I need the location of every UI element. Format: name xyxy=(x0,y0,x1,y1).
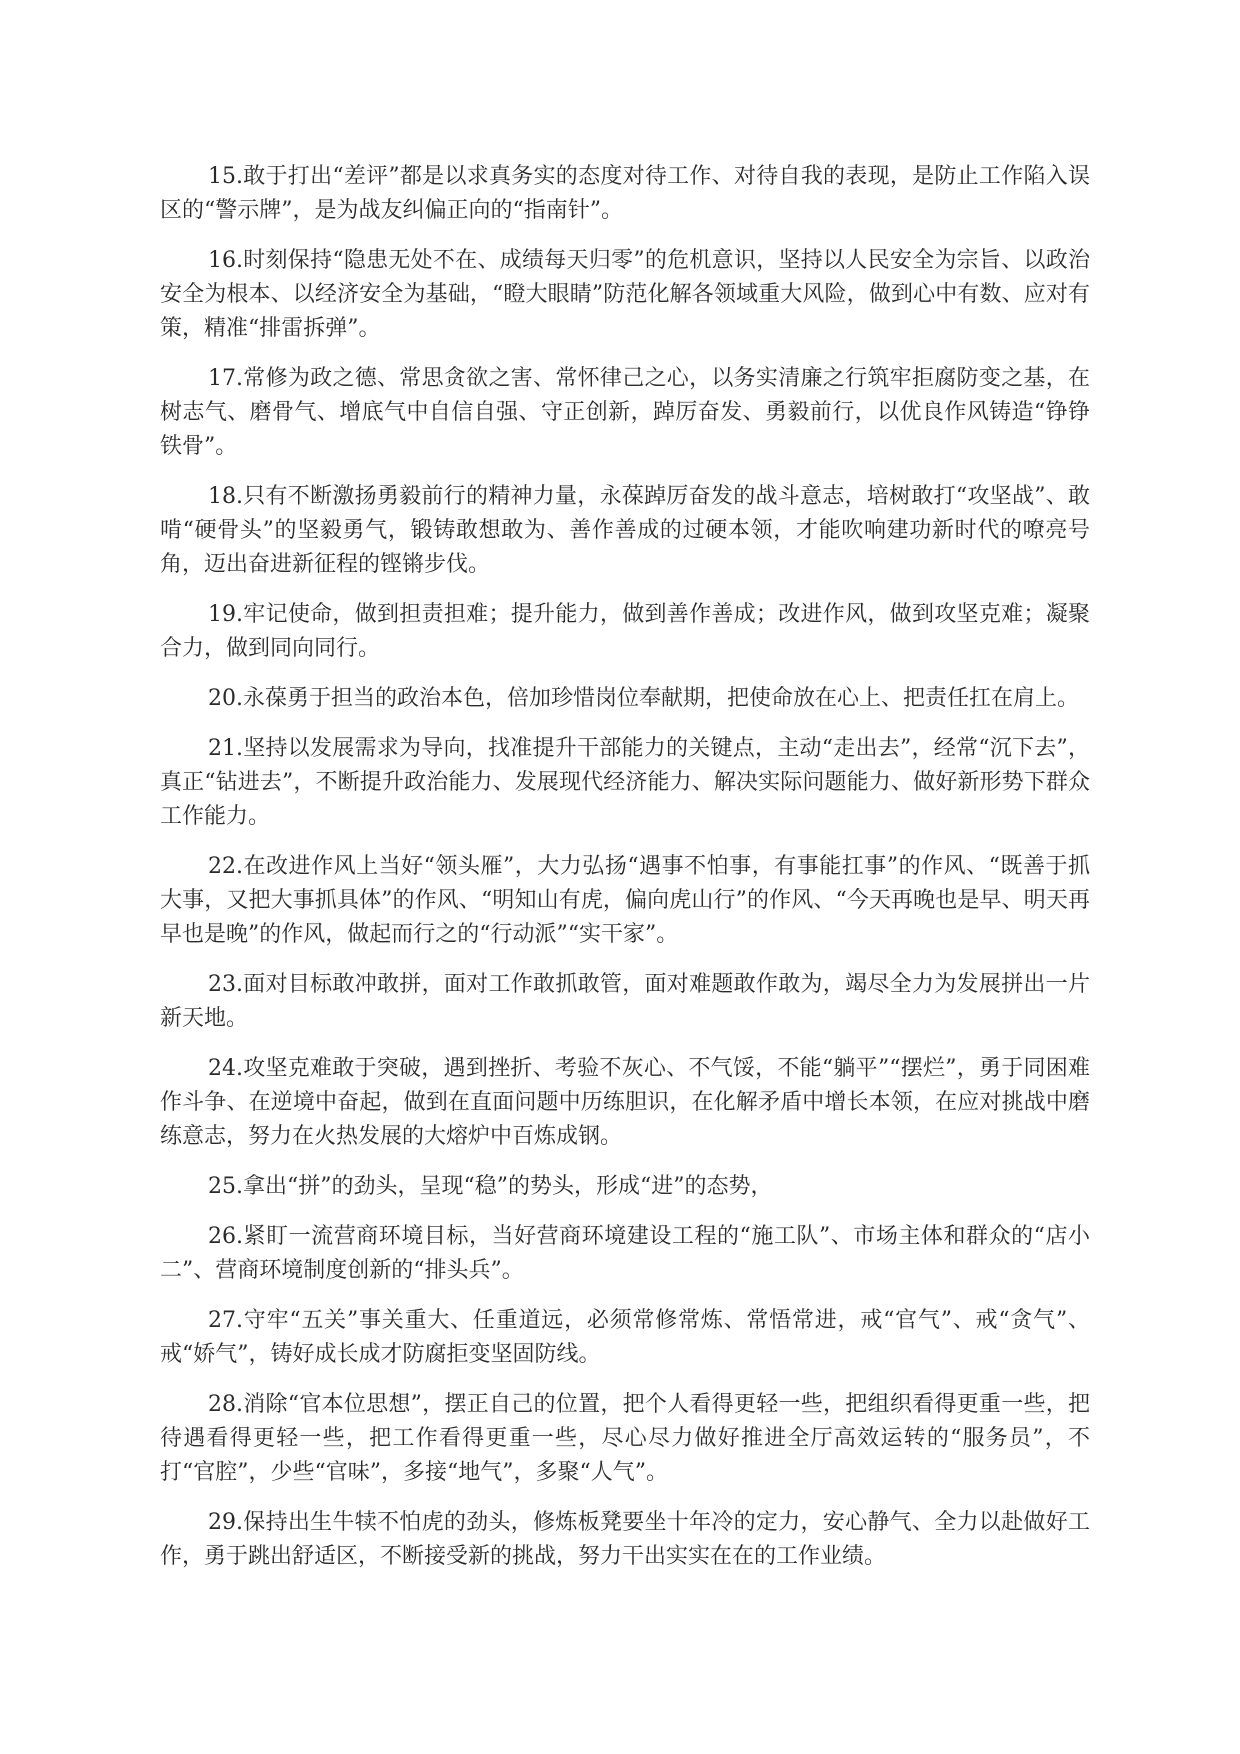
paragraph-15: 15.敢于打出“差评”都是以求真务实的态度对待工作、对待自我的表现，是防止工作陷入误区的“警示牌”，是为战友纠偏正向的“指南针”。 xyxy=(160,164,1090,223)
paragraph-25: 25.拿出“拼”的劲头，呈现“稳”的势头，形成“进”的态势， xyxy=(208,1174,773,1199)
paragraph-16: 16.时刻保持“隐患无处不在、成绩每天归零”的危机意识，坚持以人民安全为宗旨、以政治安全为根本、以经济安全为基础，“瞪大眼睛”防范化解各领域重大风险，做到心中有数、应对有策，精准“排雷拆弹”。 xyxy=(160,248,1090,341)
paragraph-23: 23.面对目标敢冲敢拼，面对工作敢抓敢管，面对难题敢作敢为，竭尽全力为发展拼出一片新天地。 xyxy=(160,972,1090,1031)
paragraph-17: 17.常修为政之德、常思贪欲之害、常怀律己之心，以务实清廉之行筑牢拒腐防变之基，在树志气、磨骨气、增底气中自信自强、守正创新，踔厉奋发、勇毅前行，以优良作风铸造“铮铮铁骨”。 xyxy=(160,366,1090,459)
paragraph-18: 18.只有不断激扬勇毅前行的精神力量，永葆踔厉奋发的战斗意志，培树敢打“攻坚战”、敢啃“硬骨头”的坚毅勇气，锻铸敢想敢为、善作善成的过硬本领，才能吹响建功新时代的嘹亮号角，迈出奋进新征程的铿锵步伐。 xyxy=(160,484,1090,577)
paragraph-28: 28.消除“官本位思想”，摆正自己的位置，把个人看得更轻一些，把组织看得更重一些，把待遇看得更轻一些，把工作看得更重一些，尽心尽力做好推进全厅高效运转的“服务员”，不打“官腔”，少些“官味”，多接“地气”，多聚“人气”。 xyxy=(160,1392,1090,1485)
paragraph-29: 29.保持出生牛犊不怕虎的劲头，修炼板凳要坐十年冷的定力，安心静气、全力以赴做好工作，勇于跳出舒适区，不断接受新的挑战，努力干出实实在在的工作业绩。 xyxy=(160,1510,1090,1569)
paragraph-21: 21.坚持以发展需求为导向，找准提升干部能力的关键点，主动“走出去”，经常“沉下去”，真正“钻进去”，不断提升政治能力、发展现代经济能力、解决实际问题能力、做好新形势下群众工作能力。 xyxy=(160,736,1090,829)
paragraph-19: 19.牢记使命，做到担责担难；提升能力，做到善作善成；改进作风，做到攻坚克难；凝聚合力，做到同向同行。 xyxy=(160,602,1090,661)
paragraph-26: 26.紧盯一流营商环境目标，当好营商环境建设工程的“施工队”、市场主体和群众的“店小二”、营商环境制度创新的“排头兵”。 xyxy=(160,1224,1090,1283)
document-page xyxy=(160,160,1090,1590)
paragraph-20: 20.永葆勇于担当的政治本色，倍加珍惜岗位奉献期，把使命放在心上、把责任扛在肩上。 xyxy=(208,686,1079,711)
paragraph-27: 27.守牢“五关”事关重大、任重道远，必须常修常炼、常悟常进，戒“官气”、戒“贪气”、戒“娇气”，铸好成长成才防腐拒变坚固防线。 xyxy=(160,1308,1090,1367)
paragraph-22: 22.在改进作风上当好“领头雁”，大力弘扬“遇事不怕事，有事能扛事”的作风、“既善于抓大事，又把大事抓具体”的作风、“明知山有虎，偏向虎山行”的作风、“今天再晚也是早、明天再早也是晚”的作风，做起而行之的“行动派”“实干家”。 xyxy=(160,854,1090,947)
paragraph-24: 24.攻坚克难敢于突破，遇到挫折、考验不灰心、不气馁，不能“躺平”“摆烂”，勇于同困难作斗争、在逆境中奋起，做到在直面问题中历练胆识，在化解矛盾中增长本领，在应对挑战中磨练意志，努力在火热发展的大熔炉中百炼成钢。 xyxy=(160,1056,1090,1149)
